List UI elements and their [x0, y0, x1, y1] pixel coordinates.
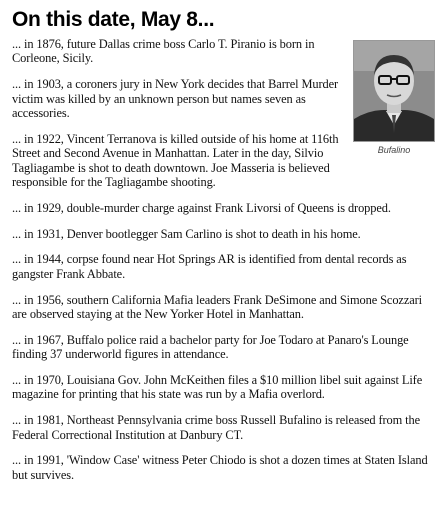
list-item: ... in 1922, Vincent Terranova is killed outside of his home at 116th Street and Second Avenue in Manhattan. Later in the day, Silvio Tagliagambe is shot to death downtown. Joe Masseria is believed responsible for the Tagliagambe shooting.: [12, 131, 339, 190]
list-item: ... in 1903, a coroners jury in New York decides that Barrel Murder victim was killed by an unknown person but names seven as accessories.: [12, 77, 339, 121]
list-item: ... in 1876, future Dallas crime boss Carlo T. Piranio is born in Corleone, Sicily.: [12, 37, 315, 66]
portrait-photo: [353, 40, 435, 142]
list-item: ... in 1931, Denver bootlegger Sam Carlino is shot to death in his home.: [12, 226, 361, 241]
list-item: ... in 1967, Buffalo police raid a bachelor party for Joe Todaro at Panaro's Lounge finding 37 underworld figures in attendance.: [12, 332, 409, 362]
list-item: ... in 1981, Northeast Pennsylvania crime boss Russell Bufalino is released from the Federal Correctional Institution at Danbury CT.: [12, 413, 420, 442]
photo-block: [353, 40, 435, 155]
list-item: ... in 1929, double-murder charge against Frank Livorsi of Queens is dropped.: [12, 200, 391, 215]
page-title: On this date, May 8...: [12, 8, 215, 31]
photo-caption: Bufalino: [377, 145, 411, 155]
list-item: ... in 1944, corpse found near Hot Springs AR is identified from dental records as gangster Frank Abbate.: [12, 252, 407, 281]
portrait-illustration: [354, 41, 434, 141]
list-item: ... in 1970, Louisiana Gov. John McKeithen files a $10 million libel suit against Life magazine for printing that his state was run by a Mafia overlord.: [12, 373, 423, 402]
list-item: ... in 1956, southern California Mafia leaders Frank DeSimone and Simone Scozzari are observed staying at the New Yorker Hotel in Manhattan.: [12, 292, 422, 322]
list-item: ... in 1991, 'Window Case' witness Peter Chiodo is shot a dozen times at Staten Island but survives.: [12, 453, 428, 482]
